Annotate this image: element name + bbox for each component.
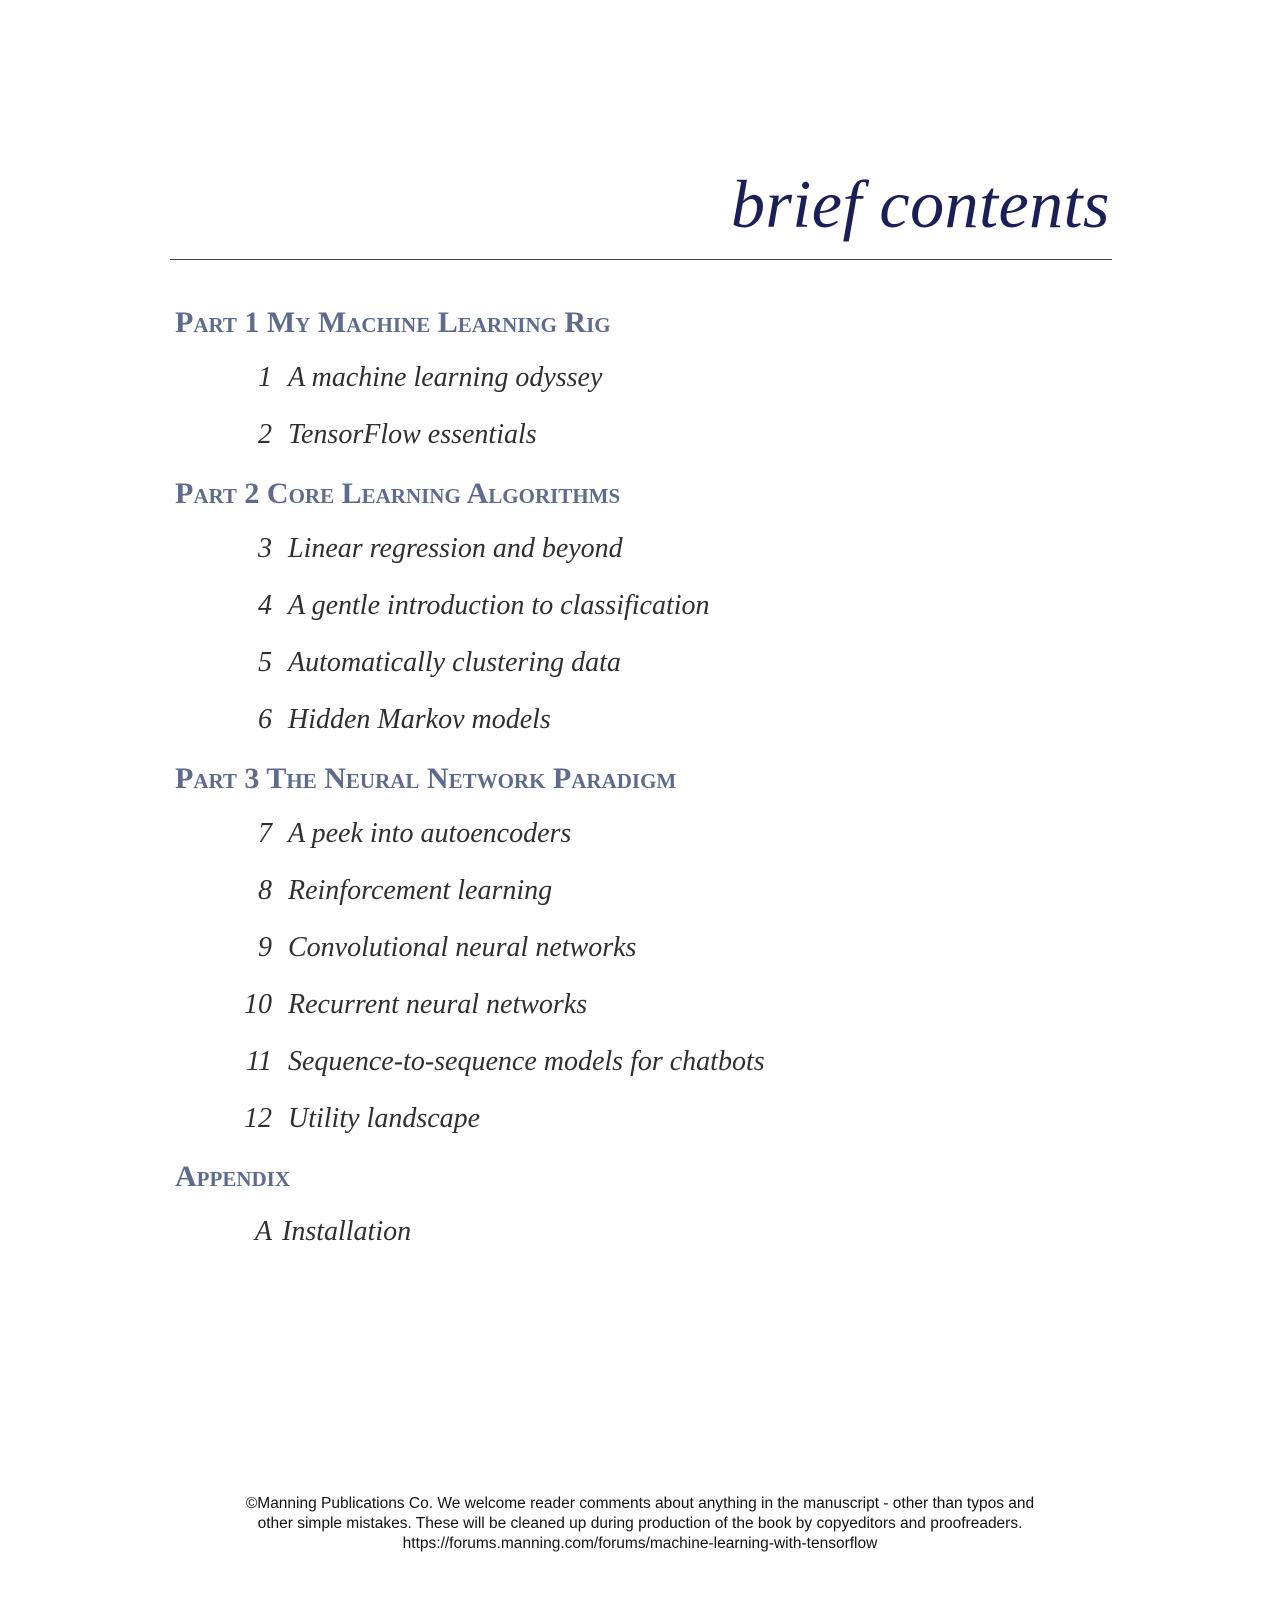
- chapter-number: 3: [258, 533, 272, 564]
- part-2-heading: Part 2 Core Learning Algorithms: [175, 477, 621, 510]
- page-title: brief contents: [730, 166, 1110, 242]
- chapter-number: 1: [258, 362, 272, 393]
- footer-notice: [0, 1494, 1280, 1554]
- chapter-title: Sequence-to-sequence models for chatbots: [288, 1046, 765, 1077]
- chapter-number: 9: [258, 932, 272, 963]
- chapter-number: 6: [258, 704, 272, 735]
- part-1-heading: Part 1 My Machine Learning Rig: [175, 306, 611, 339]
- appendix-title: Installation: [282, 1216, 412, 1247]
- chapter-title: Convolutional neural networks: [288, 932, 637, 963]
- footer-line-1: ©Manning Publications Co. We welcome reader comments about anything in the manuscript - other than typos and: [245, 1495, 1035, 1512]
- chapter-number: 12: [244, 1103, 272, 1134]
- toc-entry-appendix-a[interactable]: [0, 1212, 760, 1252]
- chapter-title: Utility landscape: [288, 1103, 481, 1134]
- toc-entry-chapter-3[interactable]: [0, 529, 760, 569]
- toc-entry-chapter-11[interactable]: [0, 1042, 765, 1082]
- toc-entry-chapter-6[interactable]: [0, 700, 760, 740]
- toc-entry-chapter-1[interactable]: [0, 358, 760, 398]
- toc-entry-chapter-8[interactable]: [0, 871, 760, 911]
- chapter-title: Automatically clustering data: [288, 647, 621, 678]
- appendix-letter: A: [254, 1216, 272, 1247]
- toc-entry-chapter-9[interactable]: [0, 928, 760, 968]
- toc-entry-chapter-12[interactable]: [0, 1099, 760, 1139]
- chapter-title: A machine learning odyssey: [288, 362, 603, 393]
- chapter-title: Recurrent neural networks: [288, 989, 588, 1020]
- chapter-title: Linear regression and beyond: [288, 533, 623, 564]
- chapter-number: 11: [246, 1046, 272, 1077]
- chapter-number: 5: [258, 647, 272, 678]
- chapter-title: TensorFlow essentials: [288, 419, 537, 450]
- forum-link[interactable]: https://forums.manning.com/forums/machine-learning-with-tensorflow: [402, 1535, 878, 1552]
- title-rule: [170, 259, 1112, 260]
- toc-entry-chapter-10[interactable]: [0, 985, 760, 1025]
- toc-entry-chapter-4[interactable]: [0, 586, 760, 626]
- toc-entry-chapter-2[interactable]: [0, 415, 760, 455]
- chapter-number: 4: [258, 590, 272, 621]
- chapter-title: A peek into autoencoders: [288, 818, 572, 849]
- chapter-title: Reinforcement learning: [288, 875, 553, 906]
- chapter-number: 7: [258, 818, 272, 849]
- chapter-title: A gentle introduction to classification: [288, 590, 710, 621]
- footer-line-2: other simple mistakes. These will be cleaned up during production of the book by copyeditors and proofreaders.: [257, 1515, 1023, 1532]
- part-3-heading: Part 3 The Neural Network Paradigm: [175, 762, 677, 795]
- chapter-number: 2: [258, 419, 272, 450]
- appendix-heading: Appendix: [175, 1160, 290, 1193]
- chapter-number: 10: [244, 989, 272, 1020]
- chapter-title: Hidden Markov models: [288, 704, 551, 735]
- chapter-number: 8: [258, 875, 272, 906]
- toc-entry-chapter-7[interactable]: [0, 814, 760, 854]
- toc-entry-chapter-5[interactable]: [0, 643, 760, 683]
